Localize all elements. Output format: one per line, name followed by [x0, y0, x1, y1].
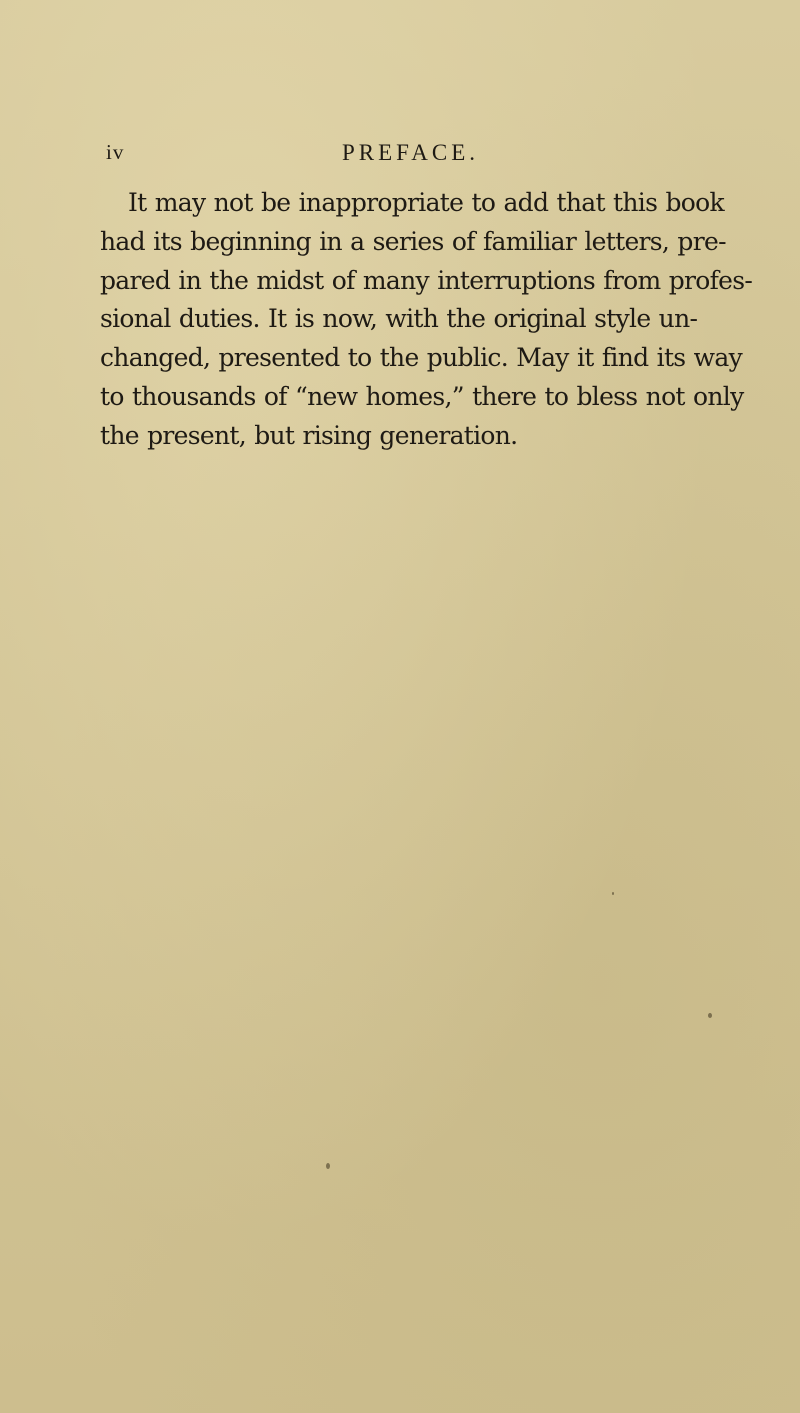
paragraph-line: sional duties. It is now, with the original style un- — [100, 304, 698, 334]
paper-speck — [708, 1013, 712, 1018]
paper-speck — [612, 892, 614, 895]
page-number: iv — [106, 140, 125, 164]
preface-paragraph — [100, 184, 753, 456]
running-head — [106, 140, 726, 174]
paragraph-line: pared in the midst of many interruptions from profes- — [100, 265, 753, 295]
paragraph-line: had its beginning in a series of familiar letters, pre- — [100, 226, 726, 256]
paragraph-line: changed, presented to the public. May it find its way — [100, 343, 743, 373]
running-title: PREFACE. — [342, 140, 480, 165]
paragraph-line: to thousands of “new homes,” there to bless not only — [100, 381, 744, 411]
paper-speck — [326, 1163, 330, 1169]
paragraph-line: It may not be inappropriate to add that this book — [128, 188, 724, 217]
paragraph-line: the present, but rising generation. — [100, 420, 518, 450]
